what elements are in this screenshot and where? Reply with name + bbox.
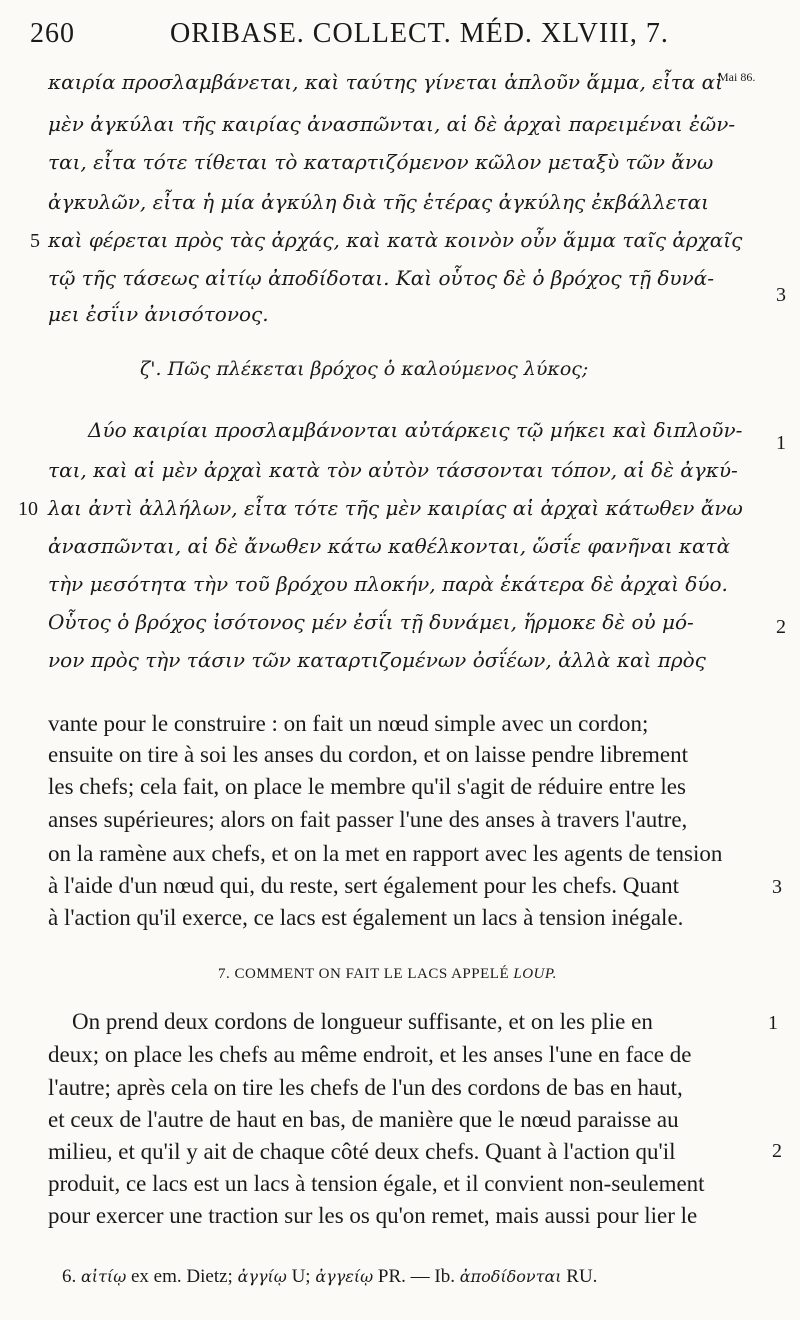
greek-line: μει ἐσΐιν ἀνισότονος. — [48, 302, 269, 326]
greek-line: Οὗτος ὁ βρόχος ἰσότονος μέν ἐσΐι τῇ δυνάμει, ἥρμοκε δὲ οὐ μό- — [48, 610, 694, 634]
line-number: 5 — [30, 230, 40, 252]
line-number: 3 — [776, 284, 786, 306]
greek-line: ἀνασπῶνται, αἱ δὲ ἄνωθεν κάτω καθέλκονται, ὥσΐε φανῆναι κατὰ — [48, 534, 731, 558]
french-line: vante pour le construire : on fait un nœud simple avec un cordon; — [48, 711, 649, 736]
greek-line: ται, εἶτα τότε τίθεται τὸ καταρτιζόμενον κῶλον μεταξὺ τῶν ἄνω — [48, 150, 714, 174]
french-line: On prend deux cordons de longueur suffisante, et on les plie en — [72, 1009, 653, 1034]
greek-line: τὴν μεσότητα τὴν τοῦ βρόχου πλοκήν, παρὰ ἑκάτερα δὲ ἀρχαὶ δύο. — [48, 572, 728, 596]
line-number: 1 — [768, 1012, 778, 1034]
line-number: 2 — [776, 616, 786, 638]
french-line: et ceux de l'autre de haut en bas, de manière que le nœud paraisse au — [48, 1107, 679, 1132]
french-line: on la ramène aux chefs, et on la met en rapport avec les agents de tension — [48, 841, 723, 866]
french-line: pour exercer une traction sur les os qu'on remet, mais aussi pour lier le — [48, 1203, 698, 1228]
greek-line: καὶ φέρεται πρὸς τὰς ἀρχάς, καὶ κατὰ κοινὸν οὖν ἅμμα ταῖς ἀρχαῖς — [48, 228, 743, 252]
line-number: 3 — [772, 876, 782, 898]
french-line: produit, ce lacs est un lacs à tension égale, et il convient non-seulement — [48, 1171, 705, 1196]
footnote-text: PR. — Ib. — [377, 1266, 455, 1287]
greek-line: τῷ τῆς τάσεως αἰτίῳ ἀποδίδοται. Καὶ οὗτος δὲ ὁ βρόχος τῇ δυνά- — [48, 266, 715, 290]
footnote-text: ex em. Dietz; — [131, 1266, 233, 1287]
edition-reference: Mai 86. — [718, 70, 756, 84]
french-line: milieu, et qu'il y ait de chaque côté deux chefs. Quant à l'action qu'il — [48, 1139, 676, 1164]
french-line: les chefs; cela fait, on place le membre qu'il s'agit de réduire entre les — [48, 774, 686, 799]
greek-line: μὲν ἀγκύλαι τῆς καιρίας ἀνασπῶνται, αἱ δὲ ἀρχαὶ παρειμέναι ἐῶν- — [48, 112, 736, 136]
footnote — [62, 1266, 597, 1288]
greek-line: ἀγκυλῶν, εἶτα ἡ μία ἀγκύλη διὰ τῆς ἑτέρας ἀγκύλης ἐκβάλλεται — [48, 190, 709, 214]
french-line: à l'aide d'un nœud qui, du reste, sert également pour les chefs. Quant — [48, 873, 680, 898]
footnote-text: U; — [291, 1266, 311, 1287]
greek-line: λαι ἀντὶ ἀλλήλων, εἶτα τότε τῆς μὲν καιρίας αἱ ἀρχαὶ κάτωθεν ἄνω — [48, 496, 743, 520]
french-heading-text: 7. COMMENT ON FAIT LE LACS APPELÉ — [218, 966, 510, 982]
french-line: à l'action qu'il exerce, ce lacs est également un lacs à tension inégale. — [48, 905, 684, 930]
french-line: deux; on place les chefs au même endroit, et les anses l'une en face de — [48, 1042, 692, 1067]
footnote-greek: ἀγγίῳ — [237, 1267, 287, 1286]
french-line: ensuite on tire à soi les anses du cordon, et on laisse pendre librement — [48, 742, 688, 767]
page-number: 260 — [30, 18, 75, 49]
footnote-number: 6. — [62, 1266, 77, 1287]
footnote-greek: ἀποδίδονται — [459, 1267, 562, 1286]
french-line: anses supérieures; alors on fait passer l'une des anses à travers l'autre, — [48, 807, 688, 832]
french-line: l'autre; après cela on tire les chefs de l'un des cordons de bas en haut, — [48, 1075, 683, 1100]
greek-line: ται, καὶ αἱ μὲν ἀρχαὶ κατὰ τὸν αὐτὸν τάσσονται τόπον, αἱ δὲ ἀγκύ- — [48, 458, 738, 482]
greek-section-heading: ζ'. Πῶς πλέκεται βρόχος ὁ καλούμενος λύκος; — [140, 358, 589, 380]
footnote-text: RU. — [566, 1266, 598, 1287]
running-head: ORIBASE. COLLECT. MÉD. XLVIII, 7. — [170, 18, 669, 49]
footnote-greek: ἀγγείῳ — [315, 1267, 374, 1286]
greek-line: Δύο καιρίαι προσλαμβάνονται αὐτάρκεις τῷ μήκει καὶ διπλοῦν- — [88, 418, 743, 442]
footnote-greek: αἰτίῳ — [81, 1267, 127, 1286]
line-number: 1 — [776, 432, 786, 454]
line-number: 2 — [772, 1140, 782, 1162]
greek-line: καιρία προσλαμβάνεται, καὶ ταύτης γίνεται ἁπλοῦν ἅμμα, εἶτα αἱ — [48, 70, 724, 94]
greek-line: νον πρὸς τὴν τάσιν τῶν καταρτιζομένων ὀσΐέων, ἀλλὰ καὶ πρὸς — [48, 648, 706, 672]
french-section-heading — [218, 966, 557, 983]
french-heading-italic: LOUP. — [513, 966, 557, 982]
line-number: 10 — [18, 498, 38, 520]
